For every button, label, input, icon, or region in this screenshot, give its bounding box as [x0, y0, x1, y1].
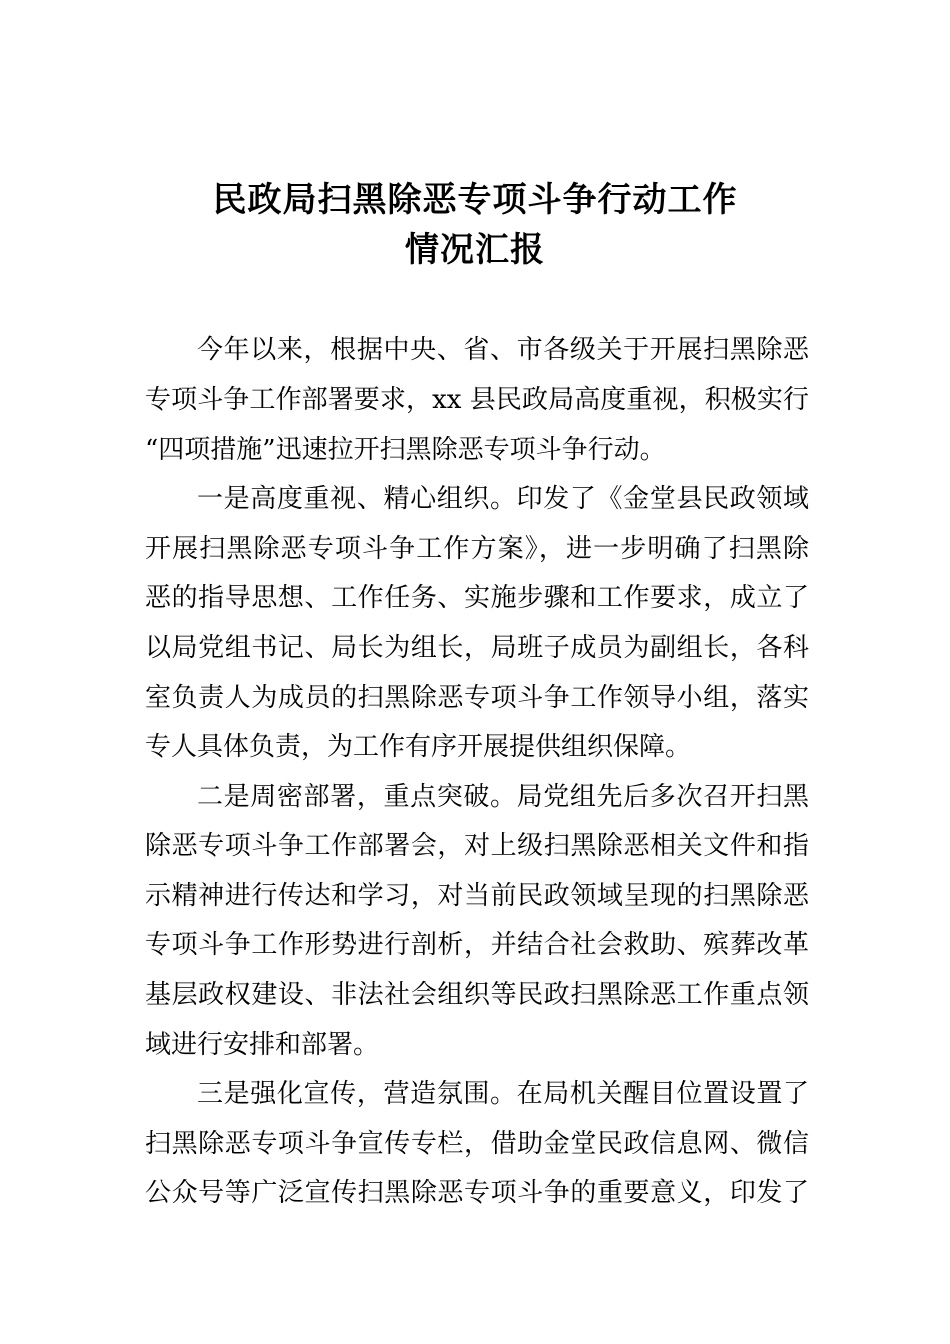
paragraph-4-line-1: 三是强化宣传，营造氛围。在局机关醒目位置设置了: [197, 1079, 809, 1109]
paragraph-3-line-5: 基层政权建设、非法社会组织等民政扫黑除恶工作重点领: [145, 980, 809, 1010]
document-title-line-1: 民政局扫黑除恶专项斗争行动工作: [212, 180, 738, 220]
paragraph-2-line-6: 专人具体负责，为工作有序开展提供组织保障。: [145, 732, 692, 762]
document-title-line-2: 情况汇报: [405, 230, 545, 270]
paragraph-2-line-1: 一是高度重视、精心组织。印发了《金堂县民政领域: [197, 484, 809, 514]
paragraph-4-line-2: 扫黑除恶专项斗争宣传专栏，借助金堂民政信息网、微信: [145, 1129, 809, 1159]
paragraph-4-line-3: 公众号等广泛宣传扫黑除恶专项斗争的重要意义，印发了: [145, 1178, 809, 1208]
paragraph-2-line-2: 开展扫黑除恶专项斗争工作方案》，进一步明确了扫黑除: [145, 534, 809, 564]
paragraph-2-line-5: 室负责人为成员的扫黑除恶专项斗争工作领导小组，落实: [145, 683, 809, 713]
paragraph-1-line-1: 今年以来，根据中央、省、市各级关于开展扫黑除恶: [197, 335, 809, 365]
paragraph-2-line-4: 以局党组书记、局长为组长，局班子成员为副组长，各科: [145, 633, 809, 663]
paragraph-1-line-3: “四项措施”迅速拉开扫黑除恶专项斗争行动。: [145, 435, 666, 465]
paragraph-3-line-3: 示精神进行传达和学习，对当前民政领域呈现的扫黑除恶: [145, 881, 809, 911]
paragraph-3-line-6: 域进行安排和部署。: [145, 1030, 380, 1060]
paragraph-3-line-2: 除恶专项斗争工作部署会，对上级扫黑除恶相关文件和指: [145, 831, 809, 861]
paragraph-3-line-1: 二是周密部署，重点突破。局党组先后多次召开扫黑: [197, 782, 809, 812]
paragraph-3-line-4: 专项斗争工作形势进行剖析，并结合社会救助、殡葬改革: [145, 930, 809, 960]
paragraph-1-line-2: 专项斗争工作部署要求，xx 县民政局高度重视，积极实行: [145, 385, 809, 415]
paragraph-2-line-3: 恶的指导思想、工作任务、实施步骤和工作要求，成立了: [145, 583, 809, 613]
